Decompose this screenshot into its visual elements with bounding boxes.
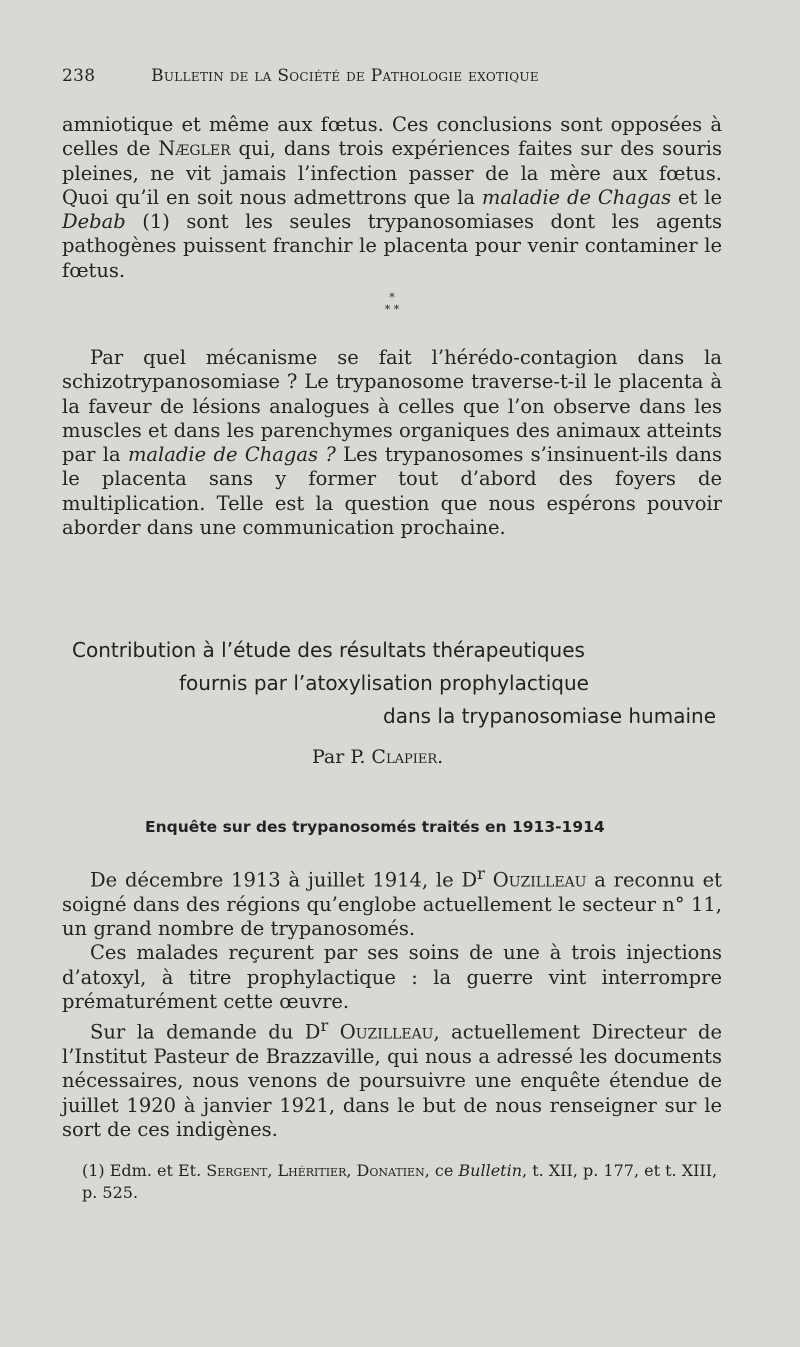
text-segment: , ce	[424, 1161, 459, 1180]
text-segment: a reconnu et soigné dans des régions qu’englobe actuellement le secteur n° 11, un grand nombre de trypanosomés.	[62, 868, 723, 941]
person-name: Ouzilleau	[328, 1020, 434, 1044]
text-segment: Les trypanosomes s’insinuent-ils dans le placenta sans y former tout d’abord des foyers de multiplication. Telle est la question que nous espérons pouvoir aborder dans une communication prochaine.	[62, 443, 722, 540]
superscript: r	[477, 864, 485, 883]
running-header	[62, 66, 762, 86]
section-heading: Enquête sur des trypanosomés traités en 1913-1914	[145, 818, 605, 836]
text-segment: et le	[671, 185, 722, 209]
article-author	[312, 746, 443, 768]
italic-term: Debab	[62, 210, 126, 234]
separator-star-bottom: * *	[384, 303, 400, 316]
body-paragraph: Ces malades reçurent par ses soins de une à trois injections d’atoxyl, à titre prophylactique : la guerre vint interrompre prématurément cette œuvre.	[62, 941, 722, 1013]
running-title: Bulletin de la Société de Pathologie exotique	[151, 66, 539, 86]
italic-term: Bulletin	[458, 1161, 523, 1180]
superscript: r	[320, 1016, 329, 1036]
footnote-authors: Sergent, Lhéritier, Donatien	[206, 1161, 425, 1180]
italic-term: maladie de Chagas	[481, 185, 672, 209]
text-segment: amniotique et même aux fœtus. Ces conclusions sont opposées à celles de	[62, 113, 722, 161]
paragraph-mechanism	[62, 346, 722, 540]
title-line: fournis par l’atoxylisation prophylactique	[179, 671, 589, 695]
title-line: dans la trypanosomiase humaine	[383, 704, 716, 728]
body-text	[62, 862, 722, 1142]
text-segment: (1) sont les seules trypanosomiases dont les agents pathogènes puissent franchir le placenta pour venir contaminer le fœtus.	[62, 210, 722, 282]
text-segment: , t. XII, p. 177, et t. XIII, p. 525.	[82, 1161, 718, 1202]
text-segment: De décembre 1913 à juillet 1914, le D	[90, 868, 478, 892]
text-segment: , actuellement Directeur de l’Institut Pasteur de Brazzaville, qui nous a adressé les documents nécessaires, nous venons de poursuivre une enquête étendue de juillet 1920 à janvier 1921, dans le but de nous renseigner sur le sort de ces indigènes.	[62, 1020, 723, 1141]
text-segment: Par quel mécanisme se fait l’hérédo-contagion dans la schizotrypanosomiase ? Le trypanosome traverse-t-il le placenta à la faveur de lésions analogues à celles que l’on observe dans les muscles et dans les parenchymes organiques des animaux atteints par la	[62, 346, 722, 467]
body-paragraph	[62, 1014, 722, 1142]
author-reference: Nægler	[158, 137, 231, 161]
paragraph-conclusions	[62, 113, 722, 283]
text-segment: Sur la demande du D	[90, 1020, 321, 1044]
text-segment: qui, dans trois expériences faites sur des souris pleines, ne vit jamais l’infection passer de la mère aux fœtus. Quoi qu’il en soit nous admettrons que la	[62, 137, 722, 209]
footnote	[82, 1160, 722, 1204]
author-prefix: Par P.	[312, 746, 372, 768]
separator-star-top: *	[389, 291, 395, 304]
page-number: 238	[62, 66, 96, 86]
article-title	[72, 634, 732, 733]
section-separator	[372, 292, 412, 316]
author-name: Clapier.	[371, 746, 444, 768]
body-paragraph	[62, 862, 722, 941]
title-line: Contribution à l’étude des résultats thérapeutiques	[72, 638, 585, 662]
person-name: Ouzilleau	[484, 868, 587, 892]
text-segment: (1) Edm. et Et.	[82, 1161, 207, 1180]
italic-term: maladie de Chagas ?	[127, 443, 336, 467]
